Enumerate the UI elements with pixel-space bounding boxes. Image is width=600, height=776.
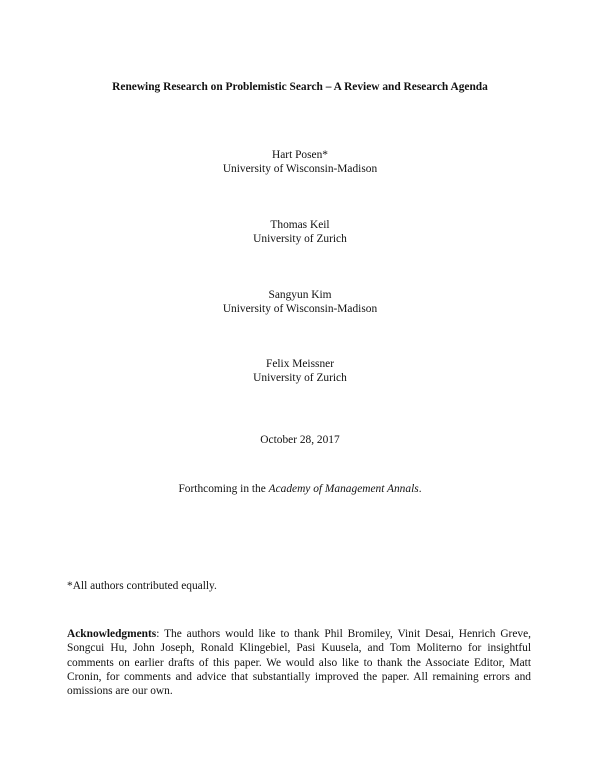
journal-name: Academy of Management Annals (268, 483, 419, 495)
author-block-2 (0, 218, 600, 246)
acknowledgments-line-3: comments on earlier drafts of this paper. We would also like to thank the Associate Editor, Matt (67, 656, 531, 669)
author-name: Felix Meissner (265, 358, 335, 370)
acknowledgments-line-1 (67, 627, 531, 641)
author-name: Sangyun Kim (268, 289, 332, 301)
author-name: Hart Posen* (272, 149, 328, 161)
paper-date: October 28, 2017 (260, 434, 340, 446)
author-block-3 (0, 288, 600, 316)
author-block-1 (0, 148, 600, 176)
acknowledgments-paragraph (67, 627, 531, 698)
author-affiliation: University of Wisconsin-Madison (222, 303, 378, 315)
acknowledgments-line-4: Cronin, for comments and advice that substantially improved the paper. All remaining errors and (67, 670, 531, 683)
acknowledgments-line-2: Songcui Hu, John Joseph, Ronald Klingebiel, Pasi Kuusela, and Tom Moliterno for insightful (67, 642, 531, 655)
author-affiliation: University of Wisconsin-Madison (222, 163, 378, 175)
author-affiliation: University of Zurich (253, 372, 347, 384)
paper-title: Renewing Research on Problemistic Search – A Review and Research Agenda (112, 81, 488, 93)
author-affiliation: University of Zurich (253, 233, 347, 245)
publication-note (0, 482, 600, 496)
publication-note-suffix: . (418, 483, 422, 495)
acknowledgments-text: : The authors would like to thank Phil Bromiley, Vinit Desai, Henrich Greve, (156, 628, 531, 640)
author-name: Thomas Keil (270, 219, 330, 231)
author-contribution-footnote: *All authors contributed equally. (67, 580, 217, 592)
acknowledgments-line-5: omissions are our own. (67, 685, 173, 698)
author-block-4 (0, 357, 600, 385)
acknowledgments-label: Acknowledgments (67, 628, 157, 640)
publication-note-prefix: Forthcoming in the (178, 483, 269, 495)
